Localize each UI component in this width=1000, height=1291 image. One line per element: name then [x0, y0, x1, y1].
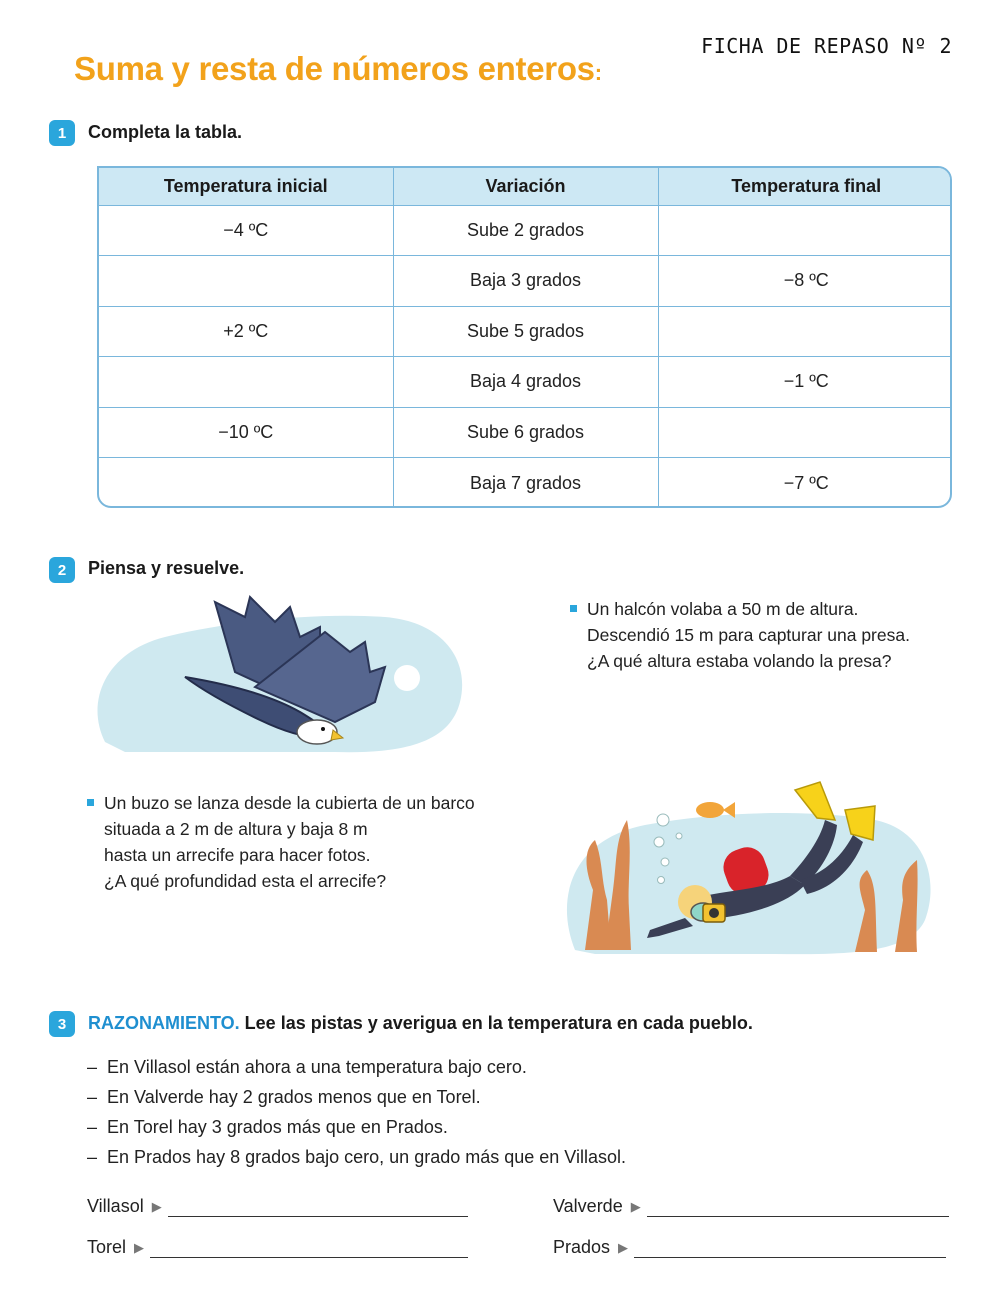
- table-row: [99, 458, 952, 509]
- play-arrow-icon: ▶: [134, 1240, 145, 1255]
- section-2-badge: 2: [49, 557, 75, 583]
- diver-illustration: [555, 780, 935, 956]
- valverde-answer-line[interactable]: [647, 1197, 949, 1217]
- cell-initial: −10 ºC: [99, 407, 393, 458]
- list-item: – En Villasol están ahora a una temperatura bajo cero.: [87, 1057, 527, 1077]
- cell-variation: Baja 7 grados: [393, 458, 658, 509]
- cell-variation: Baja 4 grados: [393, 357, 658, 408]
- table-row: [99, 407, 952, 458]
- list-item: – En Valverde hay 2 grados menos que en Torel.: [87, 1087, 481, 1107]
- section-2-title: Piensa y resuelve.: [88, 558, 245, 578]
- table-header-row: [99, 168, 952, 205]
- temperature-table: [97, 166, 952, 508]
- table-row: [99, 306, 952, 357]
- section-1-badge: 1: [49, 120, 75, 146]
- answer-valverde: Valverde ▶: [553, 1196, 949, 1217]
- prados-answer-line[interactable]: [634, 1238, 946, 1258]
- cell-variation: Baja 3 grados: [393, 256, 658, 307]
- play-arrow-icon: ▶: [630, 1199, 641, 1214]
- cell-initial[interactable]: [99, 357, 393, 408]
- answer-torel: Torel ▶: [87, 1237, 468, 1258]
- falcon-problem: Un halcón volaba a 50 m de altura. Descendió 15 m para capturar una presa. ¿A qué altura estaba volando la presa?: [570, 596, 910, 674]
- diver-problem: Un buzo se lanza desde la cubierta de un barco situada a 2 m de altura y baja 8 m hasta un arrecife para hacer fotos. ¿A qué profundidad esta el arrecife?: [87, 790, 475, 894]
- cell-variation: Sube 2 grados: [393, 205, 658, 256]
- torel-answer-line[interactable]: [150, 1238, 468, 1258]
- play-arrow-icon: ▶: [151, 1199, 162, 1214]
- cell-final[interactable]: [658, 205, 952, 256]
- cell-variation: Sube 5 grados: [393, 306, 658, 357]
- list-item: – En Torel hay 3 grados más que en Prados.: [87, 1117, 448, 1137]
- list-item: – En Prados hay 8 grados bajo cero, un grado más que en Villasol.: [87, 1147, 626, 1167]
- header-initial-temp: Temperatura inicial: [99, 168, 393, 205]
- answer-villasol: Villasol ▶: [87, 1196, 468, 1217]
- cell-initial[interactable]: [99, 256, 393, 307]
- play-arrow-icon: ▶: [618, 1240, 629, 1255]
- cell-final: −1 ºC: [658, 357, 952, 408]
- bullet-square-icon: [570, 605, 577, 612]
- cell-initial: −4 ºC: [99, 205, 393, 256]
- section-1-title: Completa la tabla.: [88, 122, 243, 142]
- section-3-title: RAZONAMIENTO. Lee las pistas y averigua en la temperatura en cada pueblo.: [88, 1013, 753, 1033]
- bullet-square-icon: [87, 799, 94, 806]
- page-title: Suma y resta de números enteros:: [74, 50, 602, 87]
- falcon-illustration: [85, 592, 467, 756]
- table-row: [99, 205, 952, 256]
- cell-initial: +2 ºC: [99, 306, 393, 357]
- worksheet-number: FICHA DE REPASO Nº 2: [701, 34, 952, 58]
- cell-initial[interactable]: [99, 458, 393, 509]
- cell-final: −7 ºC: [783, 472, 829, 493]
- header-final-temp: Temperatura final: [658, 168, 952, 205]
- cell-final: −8 ºC: [658, 256, 952, 307]
- table-row: [99, 256, 952, 307]
- section-3-badge: 3: [49, 1011, 75, 1037]
- cell-final[interactable]: [658, 407, 952, 458]
- answer-prados: Prados ▶: [553, 1237, 946, 1258]
- header-variation: Variación: [393, 168, 658, 205]
- villasol-answer-line[interactable]: [168, 1197, 468, 1217]
- table-row: [99, 357, 952, 408]
- cell-final[interactable]: [658, 306, 952, 357]
- cell-variation: Sube 6 grados: [393, 407, 658, 458]
- clue-list: [87, 1052, 626, 1172]
